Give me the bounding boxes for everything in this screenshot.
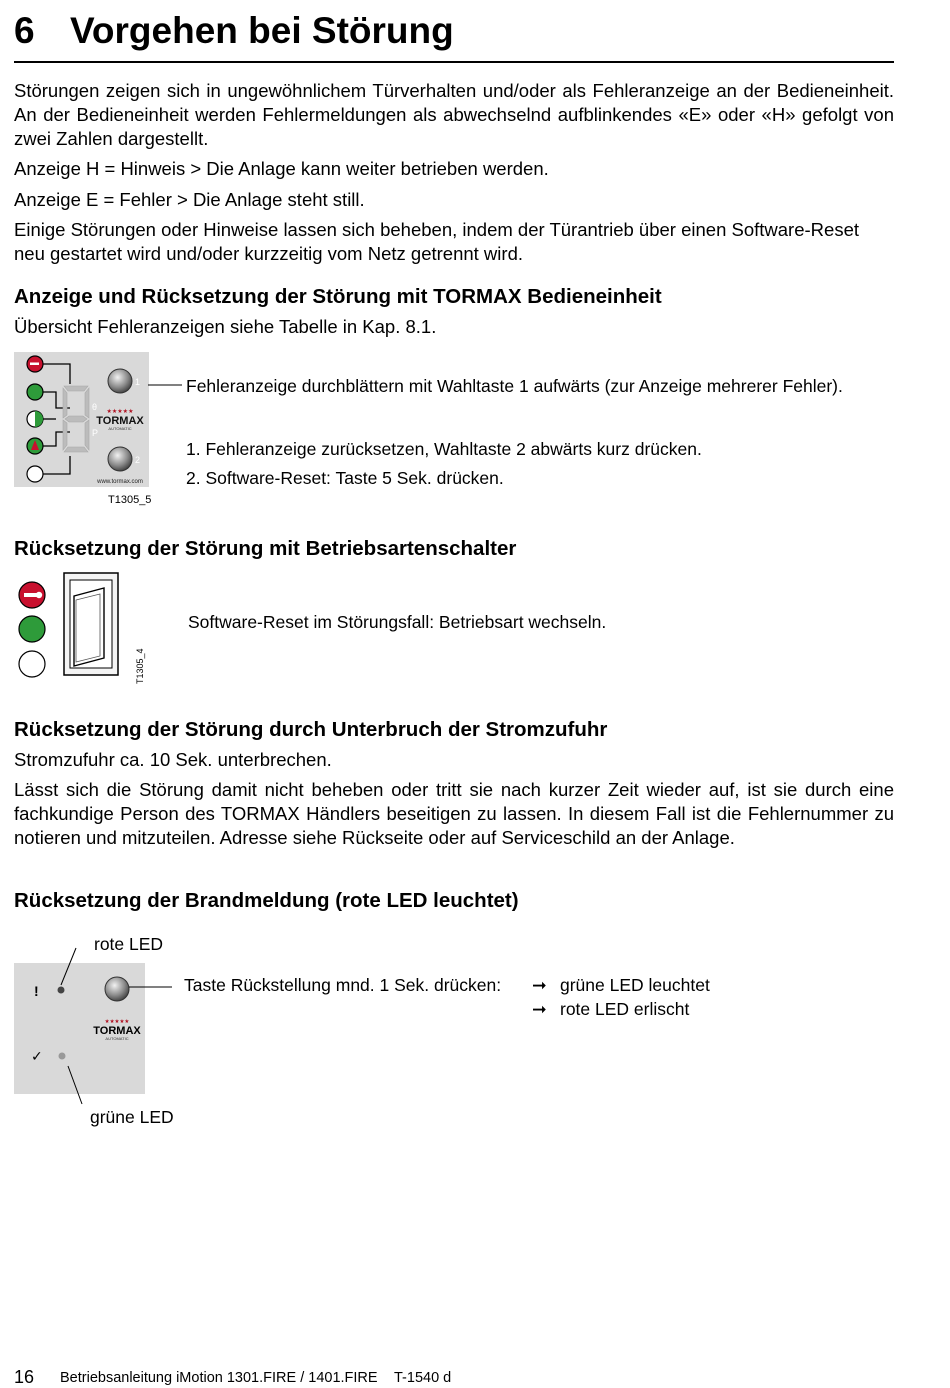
reset-button <box>105 977 129 1001</box>
intro-paragraph-1: Störungen zeigen sich in ungewöhnlichem Türverhalten und/oder als Fehleranzeige an der Bedieneinheit. An der Bedieneinheit werden Fehlermeldungen als abwechselnd aufblinkendes «E» oder «H» gefolgt von zwei Zahlen dargestellt. <box>14 80 894 149</box>
page-number: 16 <box>14 1367 35 1387</box>
chapter-heading <box>14 10 454 52</box>
intro-line-h: Anzeige H = Hinweis > Die Anlage kann weiter betrieben werden. <box>14 158 549 179</box>
arrow-icon: ➞ <box>532 999 547 1019</box>
brand-stars: ★★★★★ <box>104 1019 130 1025</box>
intro-paragraph-2: Einige Störungen oder Hinweise lassen sich beheben, indem der Türantrieb über einen Software-Reset neu gestartet wird und/oder kurzzeitig vom Netz getrennt wird. <box>14 219 859 264</box>
section1-subtext: Übersicht Fehleranzeigen siehe Tabelle in Kap. 8.1. <box>14 316 437 337</box>
section2-heading: Rücksetzung der Störung mit Betriebsartenschalter <box>14 537 517 560</box>
white-led <box>27 466 43 482</box>
intro-line-e: Anzeige E = Fehler > Die Anlage steht still. <box>14 189 365 210</box>
brand-sub: AUTOMATIC <box>108 426 132 431</box>
svg-text:P: P <box>92 428 99 438</box>
arrow-icon: ➞ <box>532 975 547 995</box>
control-unit-figure <box>14 352 189 512</box>
white-led <box>19 651 45 677</box>
section4-heading: Rücksetzung der Brandmeldung (rote LED leuchtet) <box>14 889 519 912</box>
brand-stars: ★★★★★ <box>106 408 134 415</box>
section1-heading: Anzeige und Rücksetzung der Störung mit TORMAX Bedieneinheit <box>14 285 662 308</box>
footer-doc-title: Betriebsanleitung iMotion 1301.FIRE / 1401.FIRE <box>60 1370 378 1386</box>
select-button-2 <box>108 447 132 471</box>
footer-doc-ref: T-1540 d <box>394 1370 452 1386</box>
callout-reset-step-2: 2. Software-Reset: Taste 5 Sek. drücken. <box>186 468 504 488</box>
label-red-led: rote LED <box>94 934 164 954</box>
heading-rule <box>14 61 894 63</box>
select-button-1 <box>108 369 132 393</box>
button-1-label: 1 <box>135 377 141 387</box>
exclaim-icon: ! <box>34 983 39 999</box>
red-led-dot <box>58 987 65 994</box>
callout-scroll-up: Fehleranzeige durchblättern mit Wahltaste 1 aufwärts (zur Anzeige mehrerer Fehler). <box>186 376 843 396</box>
section3-heading: Rücksetzung der Störung durch Unterbruch der Stromzufuhr <box>14 718 608 741</box>
label-green-led: grüne LED <box>90 1107 174 1127</box>
green-led-dot <box>59 1053 66 1060</box>
svg-text:θ: θ <box>92 402 98 412</box>
fire-reset-figure <box>14 930 189 1130</box>
green-led <box>19 616 45 642</box>
callout-reset-step-1: 1. Fehleranzeige zurücksetzen, Wahltaste 2 abwärts kurz drücken. <box>186 439 702 459</box>
section3-paragraph: Lässt sich die Störung damit nicht beheben oder tritt sie nach kurzer Zeit wieder auf, ist sie durch eine fachkundige Person des TORMAX Händlers beseitigen zu lassen. In diesem Fall ist die Fehlernummer zu notieren und mitzuteilen. Adresse siehe Rückseite oder auf Serviceschild an der Anlage. <box>14 779 894 848</box>
figure-caption: T1305_5 <box>108 494 152 506</box>
fire-instruction: Taste Rückstellung mnd. 1 Sek. drücken: <box>184 975 502 995</box>
brand-logo: TORMAX <box>96 415 144 427</box>
chapter-title: Vorgehen bei Störung <box>70 10 454 51</box>
button-2-label: 2 <box>135 455 141 465</box>
brand-logo: TORMAX <box>93 1025 141 1037</box>
mode-switch-figure <box>14 568 164 688</box>
brand-sub: AUTOMATIC <box>105 1036 129 1041</box>
section3-line: Stromzufuhr ca. 10 Sek. unterbrechen. <box>14 749 332 770</box>
check-icon: ✓ <box>31 1049 43 1065</box>
fire-result-2: rote LED erlischt <box>560 999 690 1019</box>
chapter-number: 6 <box>14 10 35 51</box>
fire-result-1: grüne LED leuchtet <box>560 975 710 995</box>
green-led <box>27 384 43 400</box>
callout-switch-reset: Software-Reset im Störungsfall: Betriebsart wechseln. <box>188 612 607 632</box>
figure-caption: T1305_4 <box>135 648 145 684</box>
brand-url: www.tormax.com <box>97 479 143 485</box>
